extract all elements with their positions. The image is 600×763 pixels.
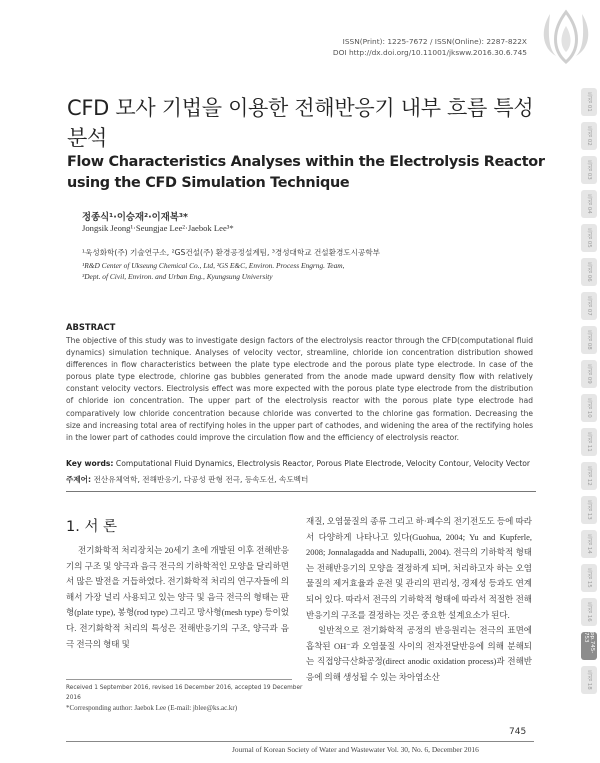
keywords-korean-label: 주제어:: [66, 475, 92, 484]
keywords-line: [66, 459, 546, 468]
issn-text: ISSN(Print): 1225-7672 / ISSN(Online): 2287-822X: [342, 37, 527, 46]
abstract-text: The objective of this study was to investigate design factors of the electrolysis reactor through the CFD(computational fluid dynamics) simulation technique. Analyses of velocity vector, streamline, chloride ion concentration distribution showed differences in flow characteristics between the plate type electrode and the porous plate type electrode. In case of the porous plate type electrode, chlorine gas bubbles generated from the anode made upward density flow with relatively constant velocity vectors. Electrolysis effect was more expected with the porous plate type electrode from the distribution of chloride ion concentration. The upper part of the electrolysis reactor with the porous plate type electrode had comparatively low chloride concentration because chloride was converted to the chlorine gas formation. Decreasing the size and increasing total area of rectifying holes in the upper part of cathodes, and widening the area of the rectifying holes in the lower part of cathodes could improve the circulation flow and the efficiency of electrolysis reactor.: [66, 336, 533, 442]
keywords-text: Computational Fluid Dynamics, Electrolysis Reactor, Porous Plate Electrode, Velocity Contour, Velocity Vector: [115, 459, 531, 468]
title-english: Flow Characteristics Analyses within the Electrolysis Reactor using the CFD Simulation Technique: [67, 154, 545, 191]
keywords-korean-text: 전산유체역학, 전해반응기, 다공성 판형 전극, 등속도선, 속도벡터: [93, 475, 309, 484]
side-tab[interactable]: 특집 05: [581, 224, 597, 252]
side-tab[interactable]: 특집 11: [581, 428, 597, 456]
affiliation-english-line-1: ¹R&D Center of Ukseung Chemical Co., Ltd, ²GS E&C, Environ. Process Engrng. Team,: [82, 261, 345, 270]
footer-divider: [66, 741, 534, 742]
left-column-text: 전기화학적 처리장치는 20세기 초에 개발된 이후 전해반응기의 구조 및 양극과 음극 전극의 기하학적인 모양을 달리하면서 많은 발전을 거듭하였다. 전기화학적 처리의 연구자들에 의해서 가장 널리 사용되고 있는 양극 및 음극 전극의 형태는 판형(plate type), 봉형(rod type) 그리고 망사형(mesh type) 등이었다. 전기화학적 처리의 특성은 전해반응기의 구조, 양극과 음극 전극의 형태 및: [66, 545, 289, 649]
side-tab[interactable]: 특집 01: [581, 88, 597, 116]
issn-doi-block: [333, 36, 527, 58]
authors-english: Jongsik Jeong¹·Seungjae Lee²·Jaebok Lee³*: [82, 223, 234, 233]
side-tab[interactable]: 특집 13: [581, 496, 597, 524]
affiliation-english: [82, 260, 522, 282]
right-column-paragraph-2: 일반적으로 전기화학적 공정의 반응원리는 전극의 표면에 흡착된 OH⁻과 오염물질 사이의 전자전달반응에 의해 분해되는 직접양극산화공정(direct anodic oxidation process)과 전해반응에 의해 생성될 수 있는 차아염소산: [306, 625, 532, 682]
side-tab[interactable]: 특집 02: [581, 122, 597, 150]
side-tab[interactable]: 특집 12: [581, 462, 597, 490]
footnote-divider: [66, 679, 292, 680]
section-heading: 1. 서 론: [66, 519, 118, 535]
side-tab[interactable]: 특집 14: [581, 530, 597, 558]
right-column: [306, 514, 532, 686]
affiliation-korean: ¹욱성화학(주) 기술연구소, ²GS건설(주) 환경공정설계팀, ³경성대학교 건설환경도시공학부: [82, 248, 380, 257]
footnote-corresponding-author: *Corresponding author: Jaebok Lee (E-mail: jblee@ks.ac.kr): [66, 704, 238, 712]
side-tab[interactable]: 특집 09: [581, 360, 597, 388]
page-number: 745: [509, 727, 527, 737]
side-tab[interactable]: 특집 04: [581, 190, 597, 218]
authors-korean: 정종식¹·이승재²·이재복³*: [82, 212, 188, 223]
journal-logo-icon: [538, 8, 594, 68]
footnote-dates: Received 1 September 2016, revised 16 December 2016, accepted 19 December 2016: [66, 685, 303, 701]
footnotes: [66, 683, 306, 713]
side-tab[interactable]: 특집 10: [581, 394, 597, 422]
keywords-korean-line: [66, 474, 308, 485]
right-column-paragraph-1: 재질, 오염물질의 종류 그리고 하·폐수의 전기전도도 등에 따라서 다양하게 나타나고 있다(Guohua, 2004; Yu and Kupferle, 2008; Jonnalagadda and Nadupalli, 2004). 전극의 기하학적 형태는 전해반응기의 모양을 결정하게 되며, 처리하고자 하는 오염물질의 제거효율과 운전 및 관리의 편리성, 경제성 등과도 연계되어 있다. 따라서 전극의 기하학적 형태에 따라서 적절한 전해반응기의 구조를 결정하는 것은 중요한 설계요소가 된다.: [306, 516, 532, 620]
abstract-divider: [66, 491, 536, 492]
side-tab-current[interactable]: pp.745-753: [581, 632, 597, 660]
side-tab[interactable]: 특집 08: [581, 326, 597, 354]
journal-citation: Journal of Korean Society of Water and Wastewater Vol. 30, No. 6, December 2016: [232, 745, 479, 754]
title-korean: CFD 모사 기법을 이용한 전해반응기 내부 흐름 특성 분석: [67, 96, 534, 150]
side-tab[interactable]: 특집 06: [581, 258, 597, 286]
side-tab[interactable]: 특집 03: [581, 156, 597, 184]
side-tab[interactable]: 특집 07: [581, 292, 597, 320]
abstract-heading: ABSTRACT: [66, 322, 116, 332]
side-section-tabs: [578, 88, 600, 700]
affiliation-english-line-2: ³Dept. of Civil, Environ. and Urban Eng., Kyungsung University: [82, 272, 273, 281]
keywords-label: Key words:: [66, 459, 114, 468]
doi-text: DOI http://dx.doi.org/10.11001/jksww.2016.30.6.745: [332, 48, 527, 57]
side-tab[interactable]: 특집 16: [581, 598, 597, 626]
side-tab[interactable]: 특집 18: [581, 666, 597, 694]
side-tab[interactable]: 특집 15: [581, 564, 597, 592]
